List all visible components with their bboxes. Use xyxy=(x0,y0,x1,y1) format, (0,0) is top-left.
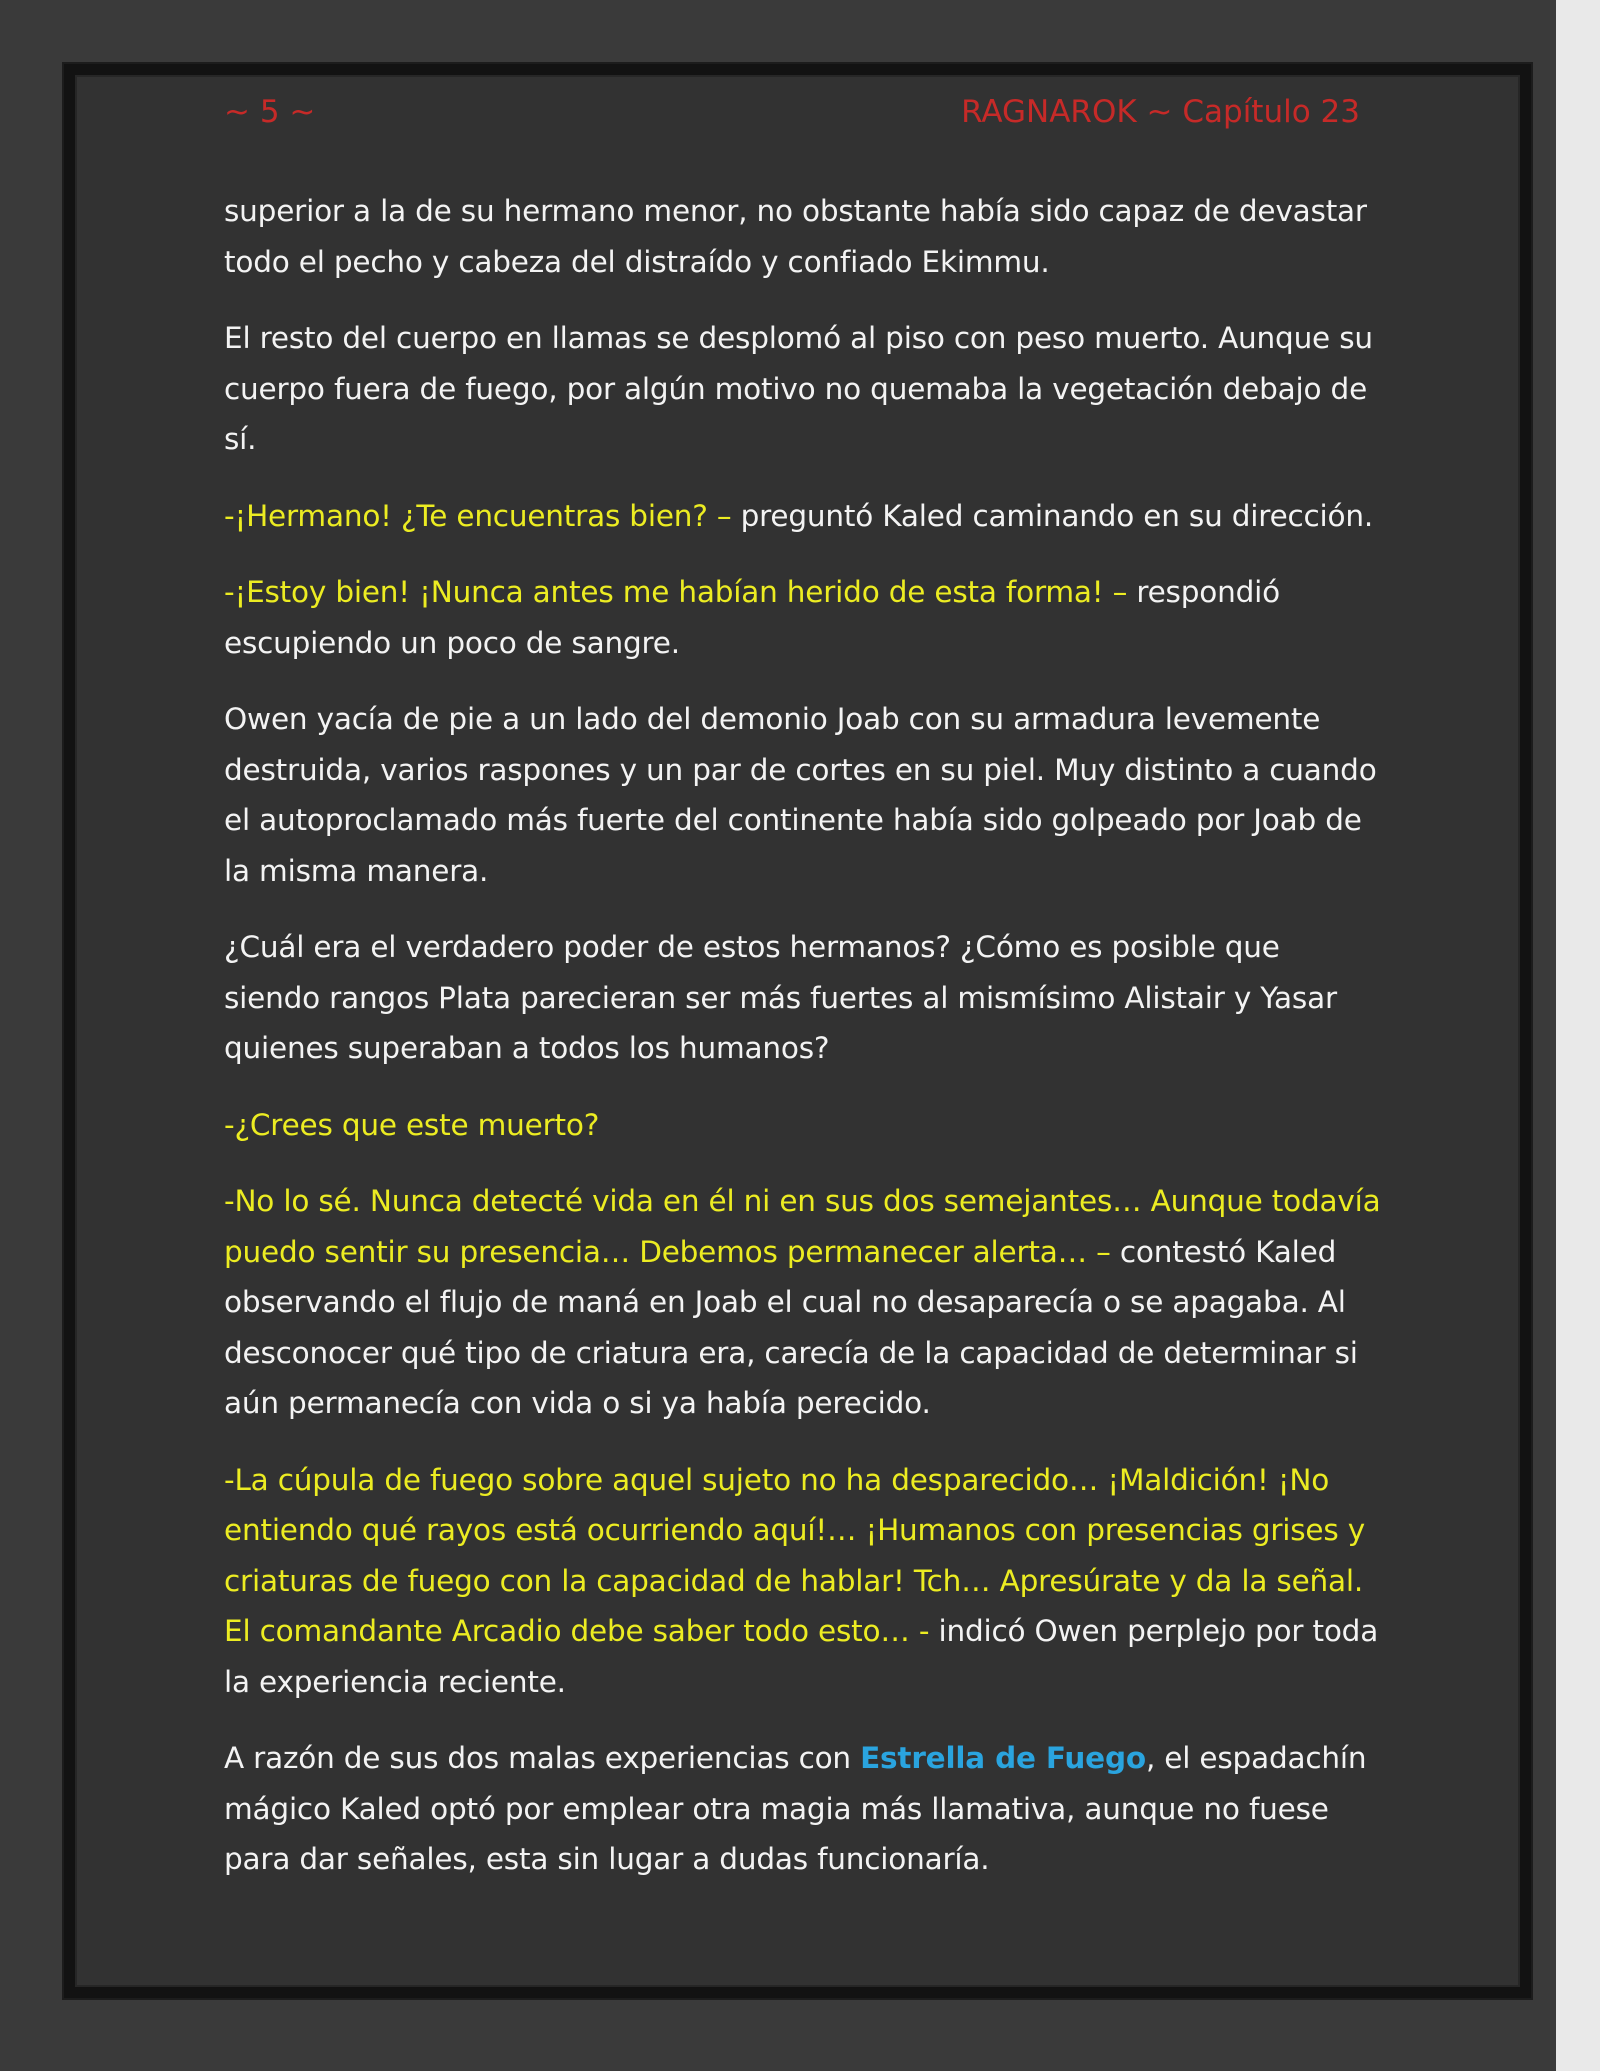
narration-text: A razón de sus dos malas experiencias con xyxy=(224,1741,861,1775)
paragraph xyxy=(224,1455,1384,1708)
paragraph xyxy=(224,694,1384,896)
dialogue-text: -¡Hermano! ¿Te encuentras bien? – xyxy=(224,498,732,533)
narration-text: indicó Owen perplejo por toda la experiencia reciente. xyxy=(224,1614,1379,1699)
narration-text: ¿Cuál era el verdadero poder de estos hermanos? ¿Cómo es posible que siendo rangos Plata parecieran ser más fuertes al mismísimo Alistair y Yasar quienes superaban a todos los humanos? xyxy=(224,930,1337,1065)
page-edge-strip xyxy=(1556,0,1600,2071)
dialogue-text: -¿Crees que este muerto? xyxy=(224,1107,600,1142)
narration-text: , el espadachín mágico Kaled optó por emplear otra magia más llamativa, aunque no fuese para dar señales, esta sin lugar a dudas funcionaría. xyxy=(224,1741,1367,1876)
narration-text: Owen yacía de pie a un lado del demonio Joab con su armadura levemente destruida, varios raspones y un par de cortes en su piel. Muy distinto a cuando el autoproclamado más fuerte del continente había sido golpeado por Joab de la misma manera. xyxy=(224,702,1377,888)
paragraph xyxy=(224,186,1384,287)
narration-text: respondió escupiendo un poco de sangre. xyxy=(224,575,1280,660)
paragraph xyxy=(224,1733,1384,1885)
paragraph xyxy=(224,491,1384,542)
paragraph xyxy=(224,567,1384,668)
dialogue-text: -La cúpula de fuego sobre aquel sujeto no ha desparecido… ¡Maldición! ¡No entiendo qué rayos está ocurriendo aquí!… ¡Humanos con presencias grises y criaturas de fuego con la capacidad de hablar! Tch… Apresúrate y da la señal. El comandante Arcadio debe saber todo esto… - xyxy=(224,1462,1365,1648)
page-header xyxy=(224,94,1360,138)
narration-text: contestó Kaled observando el flujo de maná en Joab el cual no desaparecía o se apagaba. Al desconocer qué tipo de criatura era, carecía de la capacidad de determinar si aún permanecía con vida o si ya había perecido. xyxy=(224,1234,1358,1420)
dialogue-text: -No lo sé. Nunca detecté vida en él ni en sus dos semejantes… Aunque todavía puedo sentir su presencia… Debemos permanecer alerta… – xyxy=(224,1184,1381,1269)
dialogue-text: -¡Estoy bien! ¡Nunca antes me habían herido de esta forma! – xyxy=(224,575,1128,609)
narration-text: superior a la de su hermano menor, no obstante había sido capaz de devastar todo el pecho y cabeza del distraído y confiado Ekimmu. xyxy=(224,194,1367,279)
running-title: RAGNAROK ~ Capítulo 23 xyxy=(961,94,1360,130)
paragraph xyxy=(224,922,1384,1074)
paragraph xyxy=(224,1100,1384,1151)
paragraph xyxy=(224,1176,1384,1429)
page-number: ~ 5 ~ xyxy=(224,94,316,130)
narration-text: El resto del cuerpo en llamas se desplomó al piso con peso muerto. Aunque su cuerpo fuera de fuego, por algún motivo no quemaba la vegetación debajo de sí. xyxy=(224,321,1373,456)
spell-name: Estrella de Fuego xyxy=(860,1741,1146,1775)
narration-text: preguntó Kaled caminando en su dirección. xyxy=(731,498,1374,533)
paragraph xyxy=(224,313,1384,465)
chapter-text xyxy=(224,186,1384,1911)
